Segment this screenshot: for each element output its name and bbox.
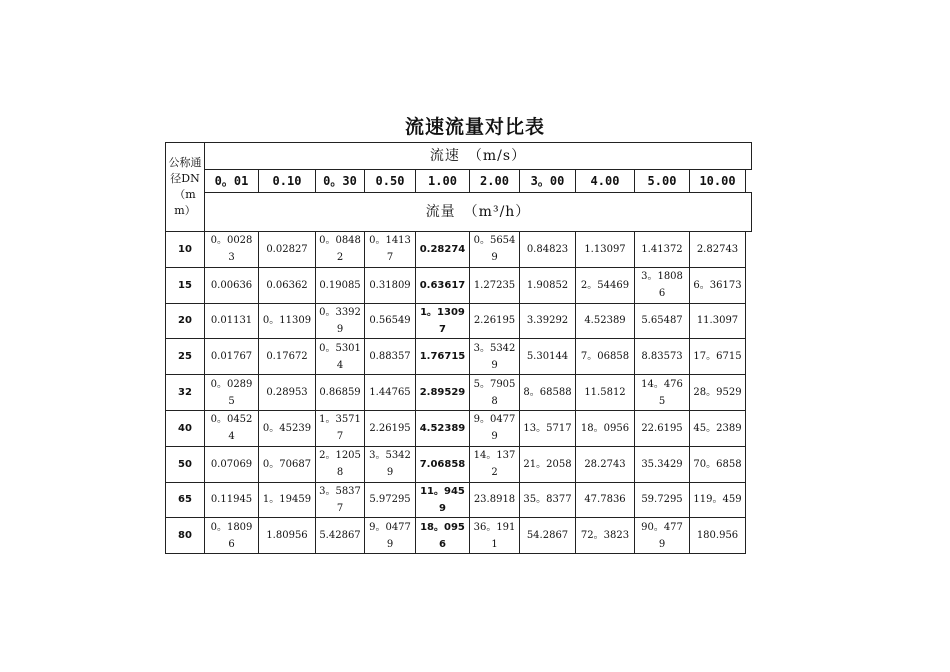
dn-cell: 32 [165,374,205,411]
flow-value-cell: 2.26195 [364,410,416,447]
flow-value-cell: 1.80956 [258,517,316,554]
dn-cell: 20 [165,303,205,340]
velocity-value-cell: 1.00 [415,169,470,193]
flow-value-cell: 1.27235 [469,267,520,304]
flow-value-cell: 0。18096 [204,517,259,554]
flow-header: 流量 （m³/h） [204,192,752,232]
flow-value-cell: 13。5717 [519,410,576,447]
flow-value-cell: 0.86859 [315,374,365,411]
flow-value-cell: 2.26195 [469,303,520,340]
dn-cell: 65 [165,482,205,519]
flow-value-cell: 0.01131 [204,303,259,340]
flow-value-cell: 5.30144 [519,338,576,375]
flow-value-cell: 18。0956 [415,517,470,554]
flow-value-cell: 0.02827 [258,231,316,268]
flow-value-cell: 35.3429 [634,446,690,483]
flow-value-cell: 72。3823 [575,517,635,554]
flow-value-cell: 1.76715 [415,338,470,375]
flow-value-cell: 6。36173 [689,267,746,304]
dn-cell: 25 [165,338,205,375]
flow-value-cell: 70。6858 [689,446,746,483]
flow-value-cell: 0.84823 [519,231,576,268]
velocity-value-cell: 3。00 [519,169,576,193]
flow-value-cell: 2.82743 [689,231,746,268]
flow-value-cell: 2。54469 [575,267,635,304]
flow-value-cell: 0。08482 [315,231,365,268]
flow-value-cell: 0。33929 [315,303,365,340]
flow-value-cell: 2.89529 [415,374,470,411]
flow-value-cell: 1。35717 [315,410,365,447]
flow-value-cell: 1.90852 [519,267,576,304]
flow-value-cell: 5.65487 [634,303,690,340]
flow-value-cell: 2。12058 [315,446,365,483]
flow-value-cell: 28。9529 [689,374,746,411]
flow-value-cell: 0。02895 [204,374,259,411]
flow-value-cell: 7。06858 [575,338,635,375]
flow-value-cell: 0.00636 [204,267,259,304]
dn-cell: 15 [165,267,205,304]
velocity-value-cell: 2.00 [469,169,520,193]
flow-value-cell: 3.39292 [519,303,576,340]
velocity-value-cell: 0.10 [258,169,316,193]
flow-value-cell: 45。2389 [689,410,746,447]
flow-value-cell: 5.97295 [364,482,416,519]
flow-value-cell: 0。14137 [364,231,416,268]
flow-value-cell: 90。4779 [634,517,690,554]
flow-value-cell: 14。1372 [469,446,520,483]
flow-value-cell: 0.63617 [415,267,470,304]
flow-value-cell: 180.956 [689,517,746,554]
flow-value-cell: 14。4765 [634,374,690,411]
flow-value-cell: 7.06858 [415,446,470,483]
flow-value-cell: 1.13097 [575,231,635,268]
flow-value-cell: 5。79058 [469,374,520,411]
velocity-value-cell: 4.00 [575,169,635,193]
flow-value-cell: 17。6715 [689,338,746,375]
flow-value-cell: 1。19459 [258,482,316,519]
flow-value-cell: 23.8918 [469,482,520,519]
flow-value-cell: 0.01767 [204,338,259,375]
velocity-header: 流速 （m/s） [204,142,752,170]
flow-value-cell: 18。0956 [575,410,635,447]
dn-cell: 40 [165,410,205,447]
flow-value-cell: 0.28274 [415,231,470,268]
velocity-value-cell: 0。30 [315,169,365,193]
flow-value-cell: 9。04779 [364,517,416,554]
flow-value-cell: 0.31809 [364,267,416,304]
flow-value-cell: 11.3097 [689,303,746,340]
dn-cell: 50 [165,446,205,483]
flow-value-cell: 54.2867 [519,517,576,554]
flow-value-cell: 47.7836 [575,482,635,519]
flow-value-cell: 0.19085 [315,267,365,304]
flow-value-cell: 0。56549 [469,231,520,268]
flow-value-cell: 0。11309 [258,303,316,340]
flow-value-cell: 1.41372 [634,231,690,268]
velocity-value-cell: 0.50 [364,169,416,193]
flow-value-cell: 22.6195 [634,410,690,447]
velocity-value-cell: 10.00 [689,169,746,193]
dn-cell: 10 [165,231,205,268]
flow-value-cell: 0.88357 [364,338,416,375]
velocity-value-cell: 0。01 [204,169,259,193]
flow-value-cell: 59.7295 [634,482,690,519]
flow-value-cell: 11.5812 [575,374,635,411]
velocity-value-cell: 5.00 [634,169,690,193]
flow-value-cell: 8。68588 [519,374,576,411]
dn-cell: 80 [165,517,205,554]
flow-value-cell: 11。9459 [415,482,470,519]
flow-value-cell: 0.07069 [204,446,259,483]
flow-value-cell: 3。53429 [469,338,520,375]
flow-value-cell: 0。45239 [258,410,316,447]
flow-value-cell: 35。8377 [519,482,576,519]
flow-value-cell: 8.83573 [634,338,690,375]
flow-value-cell: 3。53429 [364,446,416,483]
flow-value-cell: 28.2743 [575,446,635,483]
flow-value-cell: 0。00283 [204,231,259,268]
flow-value-cell: 0。04524 [204,410,259,447]
flow-value-cell: 3。58377 [315,482,365,519]
flow-value-cell: 1。13097 [415,303,470,340]
flow-value-cell: 0.11945 [204,482,259,519]
flow-value-cell: 3。18086 [634,267,690,304]
flow-value-cell: 4.52389 [415,410,470,447]
flow-value-cell: 5.42867 [315,517,365,554]
flow-value-cell: 0.56549 [364,303,416,340]
flow-value-cell: 0。70687 [258,446,316,483]
flow-value-cell: 9。04779 [469,410,520,447]
flow-value-cell: 0。53014 [315,338,365,375]
flow-value-cell: 1.44765 [364,374,416,411]
flow-value-cell: 4.52389 [575,303,635,340]
flow-value-cell: 119。459 [689,482,746,519]
flow-value-cell: 0.06362 [258,267,316,304]
page-title: 流速流量对比表 [404,116,545,138]
flow-value-cell: 21。2058 [519,446,576,483]
dn-header-cell: 公称通径DN（mm） [165,142,205,232]
flow-value-cell: 0.17672 [258,338,316,375]
flow-value-cell: 0.28953 [258,374,316,411]
flow-value-cell: 36。1911 [469,517,520,554]
